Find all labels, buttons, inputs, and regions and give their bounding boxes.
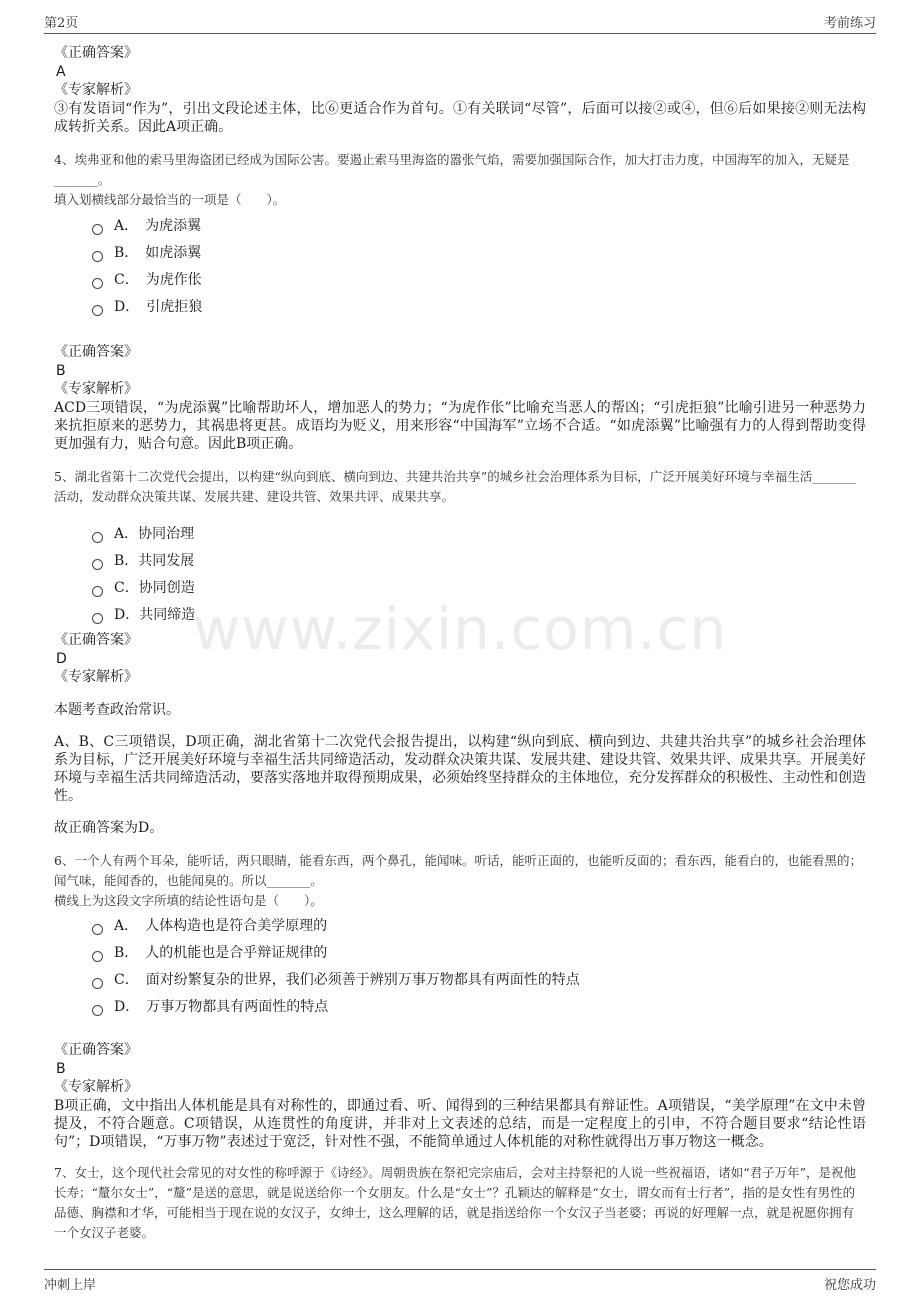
answer-value: B (56, 1061, 66, 1077)
answer-value: D (56, 651, 67, 667)
options-list (92, 913, 866, 1021)
question-6 (54, 851, 866, 1151)
radio-icon[interactable] (92, 1005, 103, 1016)
page-header (0, 0, 920, 36)
question-5 (54, 467, 866, 837)
radio-icon[interactable] (92, 224, 103, 235)
answer-label: 《正确答案》 (54, 45, 138, 61)
answer-label: 《正确答案》 (54, 1042, 138, 1058)
option-d[interactable] (92, 294, 866, 321)
analysis-label: 《专家解析》 (54, 1079, 138, 1095)
question-text: 6、一个人有两个耳朵，能听话，两只眼睛，能看东西，两个鼻孔，能闻味。听话，能听正面的，也能听反面的；看东西，能看白的，也能看黑的；闻气味，能闻香的，也能闻臭的。所以_______。 (54, 853, 862, 888)
option-label: B． 如虎添翼 (114, 245, 202, 261)
radio-icon[interactable] (92, 532, 103, 543)
radio-icon[interactable] (92, 924, 103, 935)
question-4 (54, 150, 866, 453)
document-body (54, 44, 866, 1243)
analysis-text: ACD三项错误，“为虎添翼”比喻帮助坏人，增加恶人的势力；“为虎作伥”比喻充当恶人的帮凶；“引虎拒狼”比喻引进另一种恶势力来抗拒原来的恶势力，其祸患将更甚。成语均为贬义，用来形容“中国海军”立场不合适。“如虎添翼”比喻强有力的人得到帮助变得更加强有力，贴合句意。因此B项正确。 (54, 400, 866, 452)
question-7 (54, 1163, 866, 1243)
option-a[interactable] (92, 213, 866, 240)
footer-rule (44, 1269, 876, 1270)
analysis-paragraph: A、B、C三项错误，D项正确，湖北省第十二次党代会报告提出，以构建“纵向到底、横向到边、共建共治共享”的城乡社会治理体系为目标，广泛开展美好环境与幸福生活共同缔造活动，发动群众决策共谋、发展共建、建设共管、效果共评、成果共享。开展美好环境与幸福生活共同缔造活动，要落实落地并取得预期成果，必须始终坚持群众的主体地位，充分发挥群众的积极性、主动性和创造性。 (54, 734, 866, 804)
radio-icon[interactable] (92, 978, 103, 989)
option-d[interactable] (92, 994, 866, 1021)
answer-label: 《正确答案》 (54, 344, 138, 360)
question-text: 5、湖北省第十二次党代会提出，以构建“纵向到底、横向到边、共建共治共享”的城乡社会治理体系为目标，广泛开展美好环境与幸福生活_______活动，发动群众决策共谋、发展共建、建设共管、效果共评、成果共享。 (54, 469, 856, 504)
option-label: A．协同治理 (114, 526, 195, 542)
radio-icon[interactable] (92, 251, 103, 262)
radio-icon[interactable] (92, 278, 103, 289)
header-title: 考前练习 (823, 16, 876, 31)
option-b[interactable] (92, 940, 866, 967)
option-b[interactable] (92, 548, 866, 575)
analysis-paragraph: 故正确答案为D。 (54, 820, 164, 836)
answer-value: A (56, 64, 66, 80)
radio-icon[interactable] (92, 586, 103, 597)
option-label: A． 人体构造也是符合美学原理的 (114, 918, 328, 934)
footer-left: 冲刺上岸 (44, 1278, 97, 1293)
header-rule (44, 33, 876, 34)
footer-right: 祝您成功 (823, 1278, 876, 1293)
question-prompt: 横线上为这段文字所填的结论性语句是（ ）。 (54, 893, 323, 908)
option-label: C． 为虎作伥 (114, 272, 202, 288)
option-label: A． 为虎添翼 (114, 218, 202, 234)
option-label: B． 人的机能也是合乎辩证规律的 (114, 945, 328, 961)
watermark: www.zixin.com.cn (192, 595, 728, 663)
analysis-label: 《专家解析》 (54, 669, 138, 685)
analysis-text: B项正确，文中指出人体机能是具有对称性的，即通过看、听、闻得到的三种结果都具有辩证性。A项错误，“美学原理”在文中未曾提及，不符合题意。C项错误，从连贯性的角度讲，并非对上文表述的总结，而是一定程度上的引申，不符合题目要求“结论性语句”；D项错误，“万事万物”表述过于宽泛，针对性不强，不能简单通过人体机能的对称性就得出万事万物这一概念。 (54, 1098, 866, 1150)
option-c[interactable] (92, 267, 866, 294)
radio-icon[interactable] (92, 951, 103, 962)
option-label: B．共同发展 (114, 553, 195, 569)
options-list (92, 213, 866, 321)
analysis-label: 《专家解析》 (54, 381, 138, 397)
option-label: D．共同缔造 (114, 607, 196, 623)
analysis-label: 《专家解析》 (54, 82, 138, 98)
question-prompt: 填入划横线部分最恰当的一项是（ ）。 (54, 192, 286, 207)
option-d[interactable] (92, 602, 866, 629)
option-a[interactable] (92, 521, 866, 548)
radio-icon[interactable] (92, 305, 103, 316)
analysis-text: ③有发语词“作为”，引出文段论述主体，比⑥更适合作为首句。①有关联词“尽管”，后面可以接②或④，但⑥后如果接②则无法构成转折关系。因此A项正确。 (54, 101, 866, 135)
option-b[interactable] (92, 240, 866, 267)
answer-label: 《正确答案》 (54, 632, 138, 648)
option-c[interactable] (92, 575, 866, 602)
options-list (92, 521, 866, 629)
option-label: D． 万事万物都具有两面性的特点 (114, 999, 329, 1015)
option-a[interactable] (92, 913, 866, 940)
analysis-paragraph: 本题考查政治常识。 (54, 702, 180, 718)
page-number: 第2页 (44, 16, 79, 31)
radio-icon[interactable] (92, 613, 103, 624)
option-label: C． 面对纷繁复杂的世界，我们必须善于辨别万事万物都具有两面性的特点 (114, 972, 580, 988)
question-text: 7、女士，这个现代社会常见的对女性的称呼源于《诗经》。周朝贵族在祭祀完宗庙后，会对主持祭祀的人说一些祝福语，诸如“君子万年”，是祝他长寿；“釐尔女士”，“釐”是送的意思，就是说送给你一个女朋友。什么是“女士”？孔颖达的解释是“女士，谓女而有士行者”，指的是女性有男性的品德、胸襟和才华，可能相当于现在说的女汉子，女绅士，这么理解的话，就是指送给你一个女汉子当老婆；再说的好理解一点，就是祝愿你拥有一个女汉子老婆。 (54, 1165, 856, 1240)
radio-icon[interactable] (92, 559, 103, 570)
option-c[interactable] (92, 967, 866, 994)
option-label: D． 引虎拒狼 (114, 299, 203, 315)
page-footer (0, 1268, 920, 1302)
option-label: C．协同创造 (114, 580, 195, 596)
answer-value: B (56, 363, 66, 379)
answer-block-q3 (54, 44, 866, 136)
question-text: 4、埃弗亚和他的索马里海盗团已经成为国际公害。要遏止索马里海盗的嚣张气焰，需要加强国际合作，加大打击力度，中国海军的加入，无疑是_______。 (54, 152, 850, 187)
